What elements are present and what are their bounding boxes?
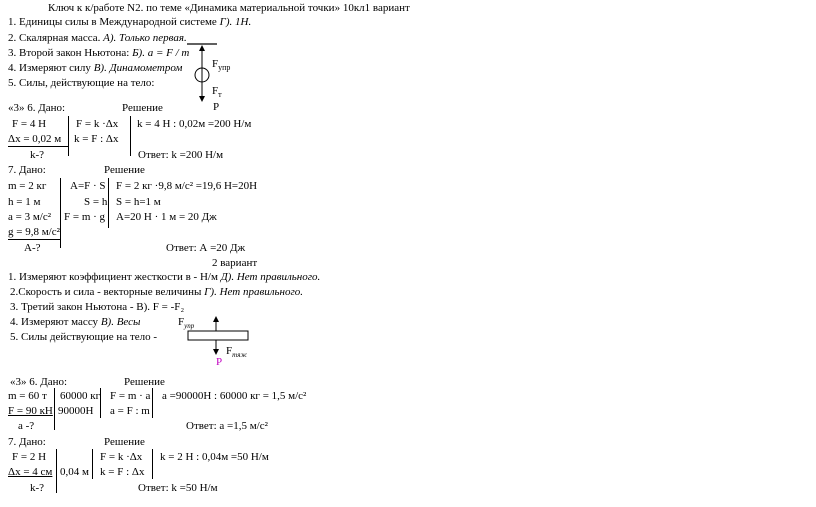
v2-task7-label: 7. Дано: <box>8 436 46 448</box>
v2-question-3: 3. Третий закон Ньютона - В). F = -F₂ <box>10 301 185 313</box>
v1-task7-label: 7. Дано: <box>8 164 46 176</box>
v1-task7-calc-2: S = h=1 м <box>116 196 161 208</box>
v1-task6-given-2: Δx = 0,02 м <box>8 133 62 145</box>
v1-task6-formula-2: k = F : Δx <box>74 133 119 145</box>
v1-task7-unknown: А-? <box>24 242 41 254</box>
v2-task7-answer: Ответ: k =50 Н/м <box>138 482 218 494</box>
v1-task7-given-2: h = 1 м <box>8 196 41 208</box>
v1-task6-answer: Ответ: k =200 Н/м <box>138 149 224 161</box>
v2-task6-formula-2: a = F : m <box>110 405 150 417</box>
v2-task7-formula-1: F = k ·Δx <box>100 451 143 463</box>
v2-task7-given-2: Δx = 4 см <box>8 466 53 478</box>
v2-question-2: 2.Скорость и сила - векторные величины Г). Нет правильного. <box>10 286 304 298</box>
v1-task6-formula-1: F = k ·Δx <box>76 118 119 130</box>
v1-label-p: P <box>213 101 220 113</box>
v2-task7-solution-title: Решение <box>104 436 145 448</box>
v2-task6-answer: Ответ: a =1,5 м/с² <box>186 420 268 432</box>
v1-question-2: 2. Скалярная масса. А). Только первая. <box>8 32 187 44</box>
v2-task7-given-1: F = 2 Н <box>12 451 47 463</box>
v1-question-5: 5. Силы, действующие на тело: <box>8 77 155 89</box>
v1-label-f-upr: $F_{упр}$ <box>212 58 231 73</box>
v2-title: 2 вариант <box>212 257 258 269</box>
v2-task6-label: «3» 6. Дано: <box>10 376 68 388</box>
v2-question-5: 5. Силы действующие на тело - <box>10 331 158 343</box>
v2-task7-calc: k = 2 Н : 0,04м =50 Н/м <box>160 451 269 463</box>
v2-question-4: 4. Измеряют массу В). Весы <box>10 316 141 328</box>
v1-task7-formula-2: S = h <box>84 196 108 208</box>
v2-task6-solution-title: Решение <box>124 376 165 388</box>
v2-task6-given-1: m = 60 т <box>8 390 47 402</box>
v2-label-p: P <box>216 356 223 368</box>
v1-task7-given-4: g = 9,8 м/с² <box>8 226 60 238</box>
v2-label-f-tyazh: $F_{тяж}$ <box>226 345 248 360</box>
v1-label-f-t: $F_т$ <box>212 85 222 100</box>
v1-task6-unknown: k-? <box>30 149 45 161</box>
v2-task7-formula-2: k = F : Δx <box>100 466 145 478</box>
v1-task6-calc: k = 4 Н : 0,02м =200 Н/м <box>137 118 252 130</box>
v2-task6-si-1: 60000 кг <box>60 390 101 402</box>
v1-task7-calc-3: A=20 Н · 1 м = 20 Дж <box>116 211 217 223</box>
v2-question-1: 1. Измеряют коэффициент жесткости в - Н/м Д). Нет правильного. <box>8 271 321 283</box>
v1-question-3: 3. Второй закон Ньютона: Б). a = F / m <box>8 47 190 59</box>
v1-task7-given-1: m = 2 кг <box>8 180 47 192</box>
v1-question-1: 1. Единицы силы в Международной системе Г). 1Н. <box>8 16 252 28</box>
v1-task7-given-3: a = 3 м/с² <box>8 211 52 223</box>
v2-task6-formula-1: F = m · a <box>110 390 151 402</box>
v2-task6-calc: a =90000Н : 60000 кг = 1,5 м/с² <box>162 390 307 402</box>
v1-task6-solution-title: Решение <box>122 102 163 114</box>
v2-task6-given-2: F = 90 кН <box>8 405 53 417</box>
v1-task7-calc-1: F = 2 кг ·9,8 м/с² =19,6 Н=20Н <box>116 180 258 192</box>
v1-task7-solution-title: Решение <box>104 164 145 176</box>
v1-task6-given-1: F = 4 Н <box>12 118 47 130</box>
v1-task7-formula-1: A=F · S <box>70 180 106 192</box>
v1-task7-answer: Ответ: А =20 Дж <box>166 242 246 254</box>
v2-task6-unknown: a -? <box>18 420 35 432</box>
v2-task7-si: 0,04 м <box>60 466 89 478</box>
v2-task7-unknown: k-? <box>30 482 45 494</box>
v2-task6-si-2: 90000Н <box>58 405 94 417</box>
page-title: Ключ к к/работе N2. по теме «Динамика материальной точки» 10кл1 вариант <box>48 2 410 14</box>
v1-question-4: 4. Измеряют силу В). Динамометром <box>8 62 183 74</box>
v2-label-f-upr: $F_{упр}$ <box>178 316 195 331</box>
v1-task6-label: «3» 6. Дано: <box>8 102 66 114</box>
v1-task7-formula-3: F = m · g <box>64 211 106 223</box>
